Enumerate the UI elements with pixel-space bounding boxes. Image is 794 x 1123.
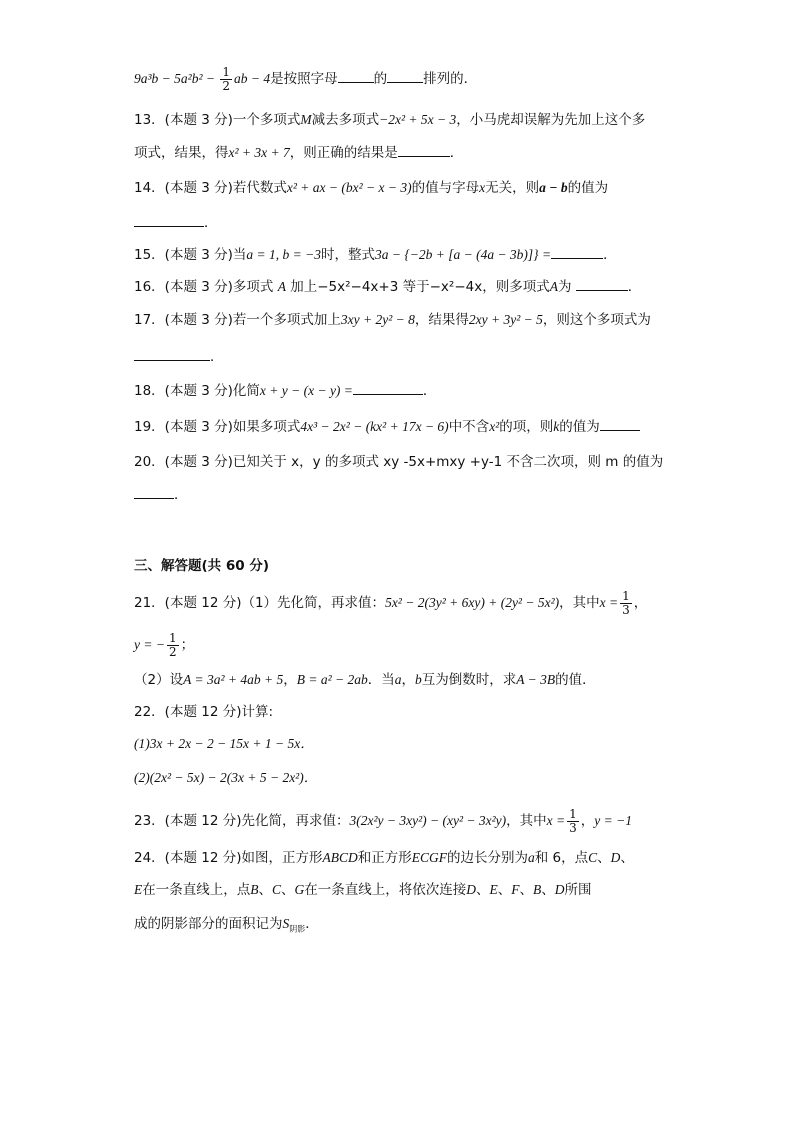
- q20-line1: 20．(本题 3 分)已知关于 x，y 的多项式 xy -5x+mxy +y-1 不含二次项，则 m 的值为: [134, 454, 664, 470]
- q24-line3: 成的阴影部分的面积记为$S_{阴影}$．: [134, 916, 319, 934]
- q22-part2: (2)(2x² − 5x) − 2(3x + 5 − 2x²)．: [134, 770, 318, 785]
- q14-line1: 14．(本题 3 分)若代数式x² + ax − (bx² − x − 3)的值与字母x无关，则a − b的值为: [134, 180, 609, 196]
- answer-blank[interactable]: [134, 346, 210, 361]
- q16: 16．(本题 3 分)多项式 A 加上−5x²−4x+3 等于−x²−4x，则多项式A为 ．: [134, 276, 641, 297]
- q19: 19．(本题 3 分)如果多项式4x³ − 2x² − (kx² + 17x − 6)中不含x²的项，则k的值为: [134, 416, 640, 437]
- q21-part2: （2）设A = 3a² + 4ab + 5，B = a² − 2ab．当a，b互为倒数时，求A − 3B的值．: [134, 672, 596, 688]
- q24-line1: 24．(本题 12 分)如图，正方形ABCD和正方形ECGF的边长分别为a和 6，点C、D、: [134, 850, 634, 866]
- q23-x-fraction: $\frac{1}{3}$: [569, 807, 577, 835]
- q18: 18．(本题 3 分)化简x + y − (x − y) = ．: [134, 380, 436, 401]
- section-heading: 三、解答题(共 60 分): [134, 558, 270, 574]
- q13-line2: 项式，结果，得x² + 3x + 7，则正确的结果是 ．: [134, 142, 463, 163]
- q13-line1: 13．(本题 3 分)一个多项式M减去多项式−2x² + 5x − 3，小马虎却误解为先加上这个多: [134, 112, 646, 128]
- answer-blank[interactable]: [353, 380, 423, 395]
- q24-line2: E在一条直线上，点B、C、G在一条直线上，将依次连接D、E、F、B、D所围: [134, 882, 592, 898]
- answer-blank[interactable]: [398, 142, 450, 157]
- q17-line1: 17．(本题 3 分)若一个多项式加上3xy + 2y² − 8，结果得2xy + 3y² − 5，则这个多项式为: [134, 312, 651, 328]
- q14-line2: ．: [134, 212, 218, 233]
- answer-blank[interactable]: [338, 68, 374, 83]
- answer-blank[interactable]: [600, 416, 640, 431]
- answer-blank[interactable]: [134, 212, 204, 227]
- q21-line1: 21．(本题 12 分)（1）先化简，再求值：5x² − 2(3y² + 6xy) + (2y² − 5x²)，其中x = $\frac{1}{3}$ ，: [134, 589, 648, 617]
- answer-blank[interactable]: [576, 276, 628, 291]
- q21-y-fraction: $\frac{1}{2}$: [168, 631, 177, 659]
- q22-title: 22．(本题 12 分)计算:: [134, 704, 274, 720]
- q12-expr2: ab − 4: [234, 71, 271, 86]
- q12-tail: 9a³b − 5a²b² − $\frac{1}{2}$ ab − 4是按照字母 的 排列的．: [134, 65, 478, 93]
- q20-line2: ．: [134, 484, 188, 505]
- q15: 15．(本题 3 分)当a = 1, b = −3时，整式3a − {−2b + [a − (4a − 3b)]} = ．: [134, 244, 617, 265]
- answer-blank[interactable]: [134, 484, 174, 499]
- q22-part1: (1)3x + 2x − 2 − 15x + 1 − 5x．: [134, 736, 314, 751]
- q21-x-fraction: $\frac{1}{3}$: [622, 589, 630, 617]
- q12-expr: 9a³b − 5a²b² −: [134, 71, 219, 86]
- q23: 23．(本题 12 分)先化简，再求值：3(2x²y − 3xy²) − (xy² − 3x²y)，其中x = $\frac{1}{3}$ ，y = −1: [134, 807, 633, 835]
- q12-fraction: $\frac{1}{2}$: [222, 65, 231, 93]
- q17-line2: ．: [134, 346, 224, 367]
- q21-line2: y = − $\frac{1}{2}$ ；: [134, 631, 195, 659]
- answer-blank[interactable]: [387, 68, 423, 83]
- answer-blank[interactable]: [551, 244, 603, 259]
